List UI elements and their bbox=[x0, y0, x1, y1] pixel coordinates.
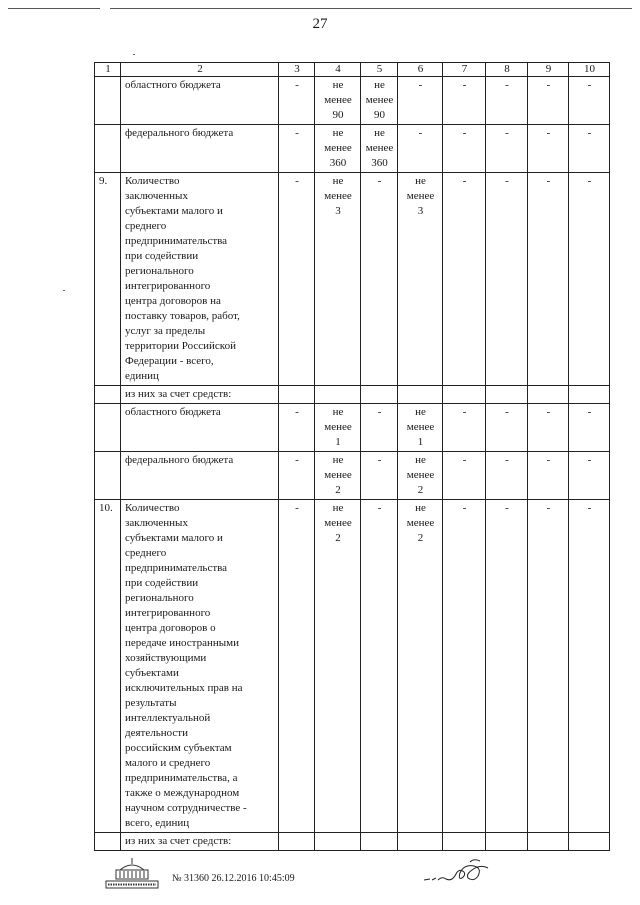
value-cell: - bbox=[443, 452, 486, 500]
value-cell: - bbox=[486, 173, 528, 386]
value-cell: не менее 1 bbox=[398, 404, 443, 452]
value-cell: - bbox=[398, 77, 443, 125]
empty-cell bbox=[398, 386, 443, 404]
row-number-cell bbox=[95, 833, 121, 851]
scan-speck bbox=[133, 54, 135, 55]
value-cell: - bbox=[443, 404, 486, 452]
value-cell: не менее 360 bbox=[315, 125, 361, 173]
table-row bbox=[95, 500, 610, 833]
indicator-name-cell: федерального бюджета bbox=[121, 452, 279, 500]
column-number-cell: 5 bbox=[361, 63, 398, 77]
value-cell: не менее 2 bbox=[398, 452, 443, 500]
handwritten-signature bbox=[422, 856, 502, 890]
column-number-cell: 2 bbox=[121, 63, 279, 77]
indicator-name-cell: федерального бюджета bbox=[121, 125, 279, 173]
top-rule-right bbox=[110, 8, 632, 9]
value-cell: не менее 2 bbox=[398, 500, 443, 833]
value-cell: не менее 3 bbox=[398, 173, 443, 386]
value-cell: - bbox=[528, 125, 569, 173]
column-number-cell: 7 bbox=[443, 63, 486, 77]
value-cell: не менее 360 bbox=[361, 125, 398, 173]
column-number-cell: 4 bbox=[315, 63, 361, 77]
value-cell: - bbox=[486, 77, 528, 125]
value-cell: не менее 90 bbox=[361, 77, 398, 125]
duma-stamp-logo bbox=[102, 856, 162, 890]
value-cell: - bbox=[486, 500, 528, 833]
value-cell: - bbox=[279, 404, 315, 452]
table-row bbox=[95, 404, 610, 452]
empty-cell bbox=[528, 833, 569, 851]
value-cell: - bbox=[443, 125, 486, 173]
subsection-label-cell: из них за счет средств: bbox=[121, 833, 279, 851]
value-cell: - bbox=[528, 452, 569, 500]
empty-cell bbox=[443, 833, 486, 851]
value-cell: не менее 2 bbox=[315, 500, 361, 833]
value-cell: - bbox=[279, 173, 315, 386]
table-row bbox=[95, 833, 610, 851]
empty-cell bbox=[486, 833, 528, 851]
empty-cell bbox=[528, 386, 569, 404]
value-cell: не менее 90 bbox=[315, 77, 361, 125]
table-row bbox=[95, 173, 610, 386]
scan-speck bbox=[63, 290, 65, 291]
value-cell: - bbox=[361, 173, 398, 386]
value-cell: - bbox=[569, 500, 610, 833]
value-cell: - bbox=[569, 173, 610, 386]
value-cell: - bbox=[486, 404, 528, 452]
table-row bbox=[95, 125, 610, 173]
empty-cell bbox=[315, 386, 361, 404]
value-cell: - bbox=[486, 452, 528, 500]
value-cell: - bbox=[443, 77, 486, 125]
value-cell: - bbox=[398, 125, 443, 173]
column-number-cell: 3 bbox=[279, 63, 315, 77]
indicator-name-cell: областного бюджета bbox=[121, 77, 279, 125]
empty-cell bbox=[361, 386, 398, 404]
column-number-cell: 6 bbox=[398, 63, 443, 77]
column-number-cell: 10 bbox=[569, 63, 610, 77]
indicators-table bbox=[94, 62, 610, 851]
footer bbox=[102, 856, 622, 896]
value-cell: - bbox=[569, 77, 610, 125]
indicator-name-cell: Количество заключенных субъектами малого и среднего предпринимательства при содействии регионального интегрированного центра договоров о передаче иностранными хозяйствующими субъектами исключительных прав на результаты интеллектуальной деятельности российским субъектам малого и среднего предпринимательства, а также о международном научном сотрудничестве - всего, единиц bbox=[121, 500, 279, 833]
empty-cell bbox=[279, 833, 315, 851]
value-cell: не менее 1 bbox=[315, 404, 361, 452]
value-cell: - bbox=[528, 500, 569, 833]
value-cell: - bbox=[528, 77, 569, 125]
value-cell: - bbox=[528, 173, 569, 386]
value-cell: - bbox=[361, 500, 398, 833]
row-number-cell bbox=[95, 386, 121, 404]
value-cell: - bbox=[279, 77, 315, 125]
value-cell: - bbox=[528, 404, 569, 452]
value-cell: - bbox=[486, 125, 528, 173]
value-cell: - bbox=[569, 452, 610, 500]
value-cell: - bbox=[569, 404, 610, 452]
empty-cell bbox=[398, 833, 443, 851]
indicator-name-cell: областного бюджета bbox=[121, 404, 279, 452]
value-cell: - bbox=[443, 500, 486, 833]
empty-cell bbox=[361, 833, 398, 851]
column-number-cell: 1 bbox=[95, 63, 121, 77]
table-row bbox=[95, 452, 610, 500]
indicator-name-cell: Количество заключенных субъектами малого и среднего предпринимательства при содействии регионального интегрированного центра договоров на поставку товаров, работ, услуг за пределы территории Российской Федерации - всего, единиц bbox=[121, 173, 279, 386]
value-cell: - bbox=[279, 125, 315, 173]
row-number-cell bbox=[95, 77, 121, 125]
table-row bbox=[95, 386, 610, 404]
value-cell: - bbox=[279, 500, 315, 833]
page-number: 27 bbox=[312, 16, 328, 32]
value-cell: не менее 2 bbox=[315, 452, 361, 500]
empty-cell bbox=[569, 386, 610, 404]
row-number-cell bbox=[95, 452, 121, 500]
row-number-cell: 9. bbox=[95, 173, 121, 386]
empty-cell bbox=[443, 386, 486, 404]
document-registration: № 31360 26.12.2016 10:45:09 bbox=[172, 873, 295, 884]
table-row bbox=[95, 77, 610, 125]
top-rule-left bbox=[8, 8, 100, 9]
column-number-cell: 8 bbox=[486, 63, 528, 77]
value-cell: - bbox=[361, 452, 398, 500]
value-cell: не менее 3 bbox=[315, 173, 361, 386]
row-number-cell bbox=[95, 404, 121, 452]
row-number-cell: 10. bbox=[95, 500, 121, 833]
value-cell: - bbox=[279, 452, 315, 500]
column-number-row bbox=[95, 63, 610, 77]
column-number-cell: 9 bbox=[528, 63, 569, 77]
value-cell: - bbox=[569, 125, 610, 173]
empty-cell bbox=[315, 833, 361, 851]
table-body bbox=[95, 63, 610, 851]
empty-cell bbox=[279, 386, 315, 404]
row-number-cell bbox=[95, 125, 121, 173]
subsection-label-cell: из них за счет средств: bbox=[121, 386, 279, 404]
empty-cell bbox=[486, 386, 528, 404]
value-cell: - bbox=[443, 173, 486, 386]
value-cell: - bbox=[361, 404, 398, 452]
empty-cell bbox=[569, 833, 610, 851]
